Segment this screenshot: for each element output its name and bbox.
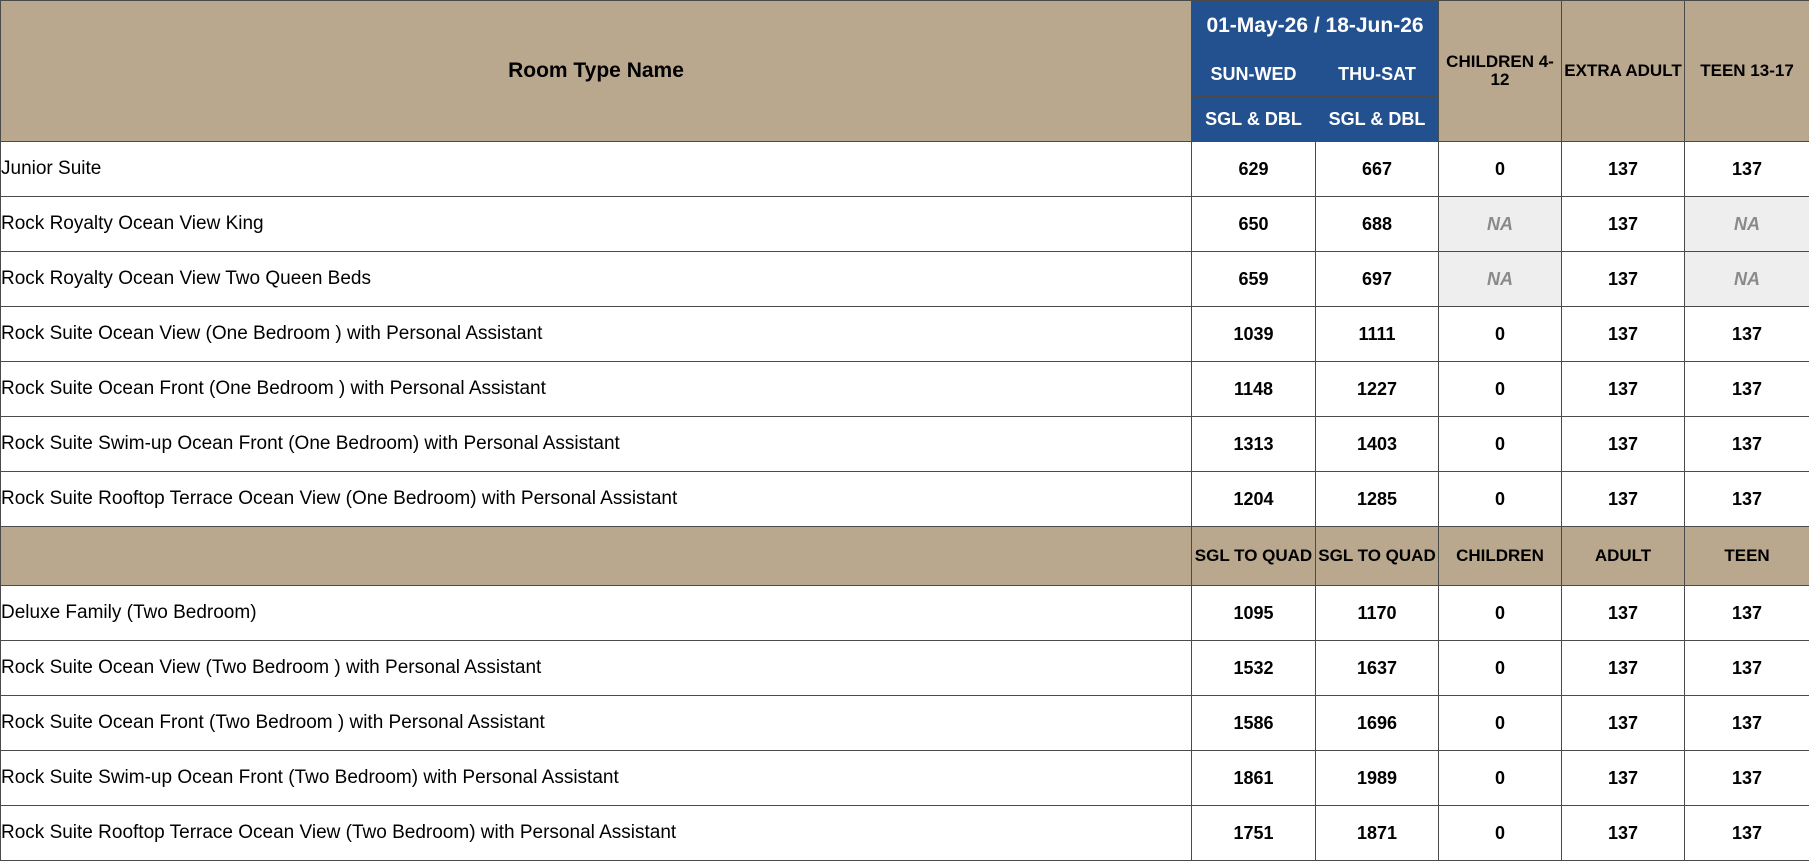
table-row [1,586,1809,641]
sun-wed-rate-cell: 1861 [1192,751,1316,806]
section-thu-sat-header: SGL TO QUAD [1316,527,1439,586]
extra-adult-rate-cell: 137 [1562,362,1685,417]
table-row [1,696,1809,751]
section-adult-header: ADULT [1562,527,1685,586]
sun-wed-occupancy-header: SGL & DBL [1192,97,1316,142]
children-header: CHILDREN 4-12 [1439,1,1562,142]
table-row [1,472,1809,527]
sun-wed-rate-cell: 1148 [1192,362,1316,417]
extra-adult-rate-cell: 137 [1562,417,1685,472]
children-rate-cell: 0 [1439,472,1562,527]
sun-wed-rate-cell: 1586 [1192,696,1316,751]
thu-sat-rate-cell: 697 [1316,252,1439,307]
teen-rate-cell: 137 [1685,586,1809,641]
children-rate-cell: 0 [1439,142,1562,197]
room-name-cell: Rock Suite Ocean Front (One Bedroom ) with Personal Assistant [1,362,1192,417]
thu-sat-occupancy-header: SGL & DBL [1316,97,1439,142]
thu-sat-rate-cell: 1696 [1316,696,1439,751]
room-name-cell: Deluxe Family (Two Bedroom) [1,586,1192,641]
sun-wed-rate-cell: 629 [1192,142,1316,197]
table-row [1,197,1809,252]
table-row [1,362,1809,417]
extra-adult-rate-cell: 137 [1562,751,1685,806]
thu-sat-rate-cell: 688 [1316,197,1439,252]
thu-sat-rate-cell: 1989 [1316,751,1439,806]
room-name-cell: Rock Suite Swim-up Ocean Front (Two Bedroom) with Personal Assistant [1,751,1192,806]
sun-wed-rate-cell: 1039 [1192,307,1316,362]
children-rate-cell: NA [1439,252,1562,307]
extra-adult-rate-cell: 137 [1562,586,1685,641]
extra-adult-rate-cell: 137 [1562,472,1685,527]
sun-wed-rate-cell: 659 [1192,252,1316,307]
thu-sat-rate-cell: 1871 [1316,806,1439,861]
teen-rate-cell: 137 [1685,806,1809,861]
extra-adult-rate-cell: 137 [1562,197,1685,252]
table-row [1,751,1809,806]
table-row [1,252,1809,307]
extra-adult-rate-cell: 137 [1562,696,1685,751]
teen-rate-cell: 137 [1685,362,1809,417]
thu-sat-rate-cell: 1170 [1316,586,1439,641]
thu-sat-rate-cell: 1637 [1316,641,1439,696]
teen-rate-cell: NA [1685,197,1809,252]
children-rate-cell: 0 [1439,417,1562,472]
children-rate-cell: 0 [1439,806,1562,861]
teen-header: TEEN 13-17 [1685,1,1809,142]
sun-wed-rate-cell: 1095 [1192,586,1316,641]
children-rate-cell: NA [1439,197,1562,252]
extra-adult-header: EXTRA ADULT [1562,1,1685,142]
date-range-header: 01-May-26 / 18-Jun-26 [1192,1,1439,52]
section-header-row [1,527,1809,586]
children-rate-cell: 0 [1439,586,1562,641]
teen-rate-cell: 137 [1685,417,1809,472]
sun-wed-rate-cell: 1532 [1192,641,1316,696]
room-type-header: Room Type Name [1,1,1192,142]
children-rate-cell: 0 [1439,307,1562,362]
thu-sat-rate-cell: 1403 [1316,417,1439,472]
teen-rate-cell: 137 [1685,307,1809,362]
room-name-cell: Rock Suite Ocean View (One Bedroom ) with Personal Assistant [1,307,1192,362]
table-row [1,307,1809,362]
thu-sat-rate-cell: 1227 [1316,362,1439,417]
section-children-header: CHILDREN [1439,527,1562,586]
sun-wed-header: SUN-WED [1192,52,1316,97]
thu-sat-rate-cell: 1285 [1316,472,1439,527]
teen-rate-cell: 137 [1685,641,1809,696]
room-name-cell: Rock Royalty Ocean View Two Queen Beds [1,252,1192,307]
table-row [1,806,1809,861]
room-name-cell: Rock Suite Swim-up Ocean Front (One Bedroom) with Personal Assistant [1,417,1192,472]
room-name-cell: Rock Suite Rooftop Terrace Ocean View (One Bedroom) with Personal Assistant [1,472,1192,527]
room-name-cell: Rock Suite Ocean View (Two Bedroom ) with Personal Assistant [1,641,1192,696]
extra-adult-rate-cell: 137 [1562,806,1685,861]
children-rate-cell: 0 [1439,362,1562,417]
room-name-cell: Junior Suite [1,142,1192,197]
section-teen-header: TEEN [1685,527,1809,586]
thu-sat-rate-cell: 1111 [1316,307,1439,362]
table-row [1,417,1809,472]
extra-adult-rate-cell: 137 [1562,641,1685,696]
room-name-cell: Rock Royalty Ocean View King [1,197,1192,252]
table-row [1,142,1809,197]
extra-adult-rate-cell: 137 [1562,142,1685,197]
children-rate-cell: 0 [1439,696,1562,751]
teen-rate-cell: NA [1685,252,1809,307]
extra-adult-rate-cell: 137 [1562,307,1685,362]
sun-wed-rate-cell: 1204 [1192,472,1316,527]
table-row [1,641,1809,696]
children-rate-cell: 0 [1439,641,1562,696]
thu-sat-rate-cell: 667 [1316,142,1439,197]
sun-wed-rate-cell: 1313 [1192,417,1316,472]
teen-rate-cell: 137 [1685,751,1809,806]
room-name-cell: Rock Suite Ocean Front (Two Bedroom ) with Personal Assistant [1,696,1192,751]
thu-sat-header: THU-SAT [1316,52,1439,97]
room-name-cell: Rock Suite Rooftop Terrace Ocean View (Two Bedroom) with Personal Assistant [1,806,1192,861]
teen-rate-cell: 137 [1685,142,1809,197]
sun-wed-rate-cell: 1751 [1192,806,1316,861]
section-sun-wed-header: SGL TO QUAD [1192,527,1316,586]
teen-rate-cell: 137 [1685,472,1809,527]
section-header-blank [1,527,1192,586]
children-rate-cell: 0 [1439,751,1562,806]
sun-wed-rate-cell: 650 [1192,197,1316,252]
teen-rate-cell: 137 [1685,696,1809,751]
extra-adult-rate-cell: 137 [1562,252,1685,307]
